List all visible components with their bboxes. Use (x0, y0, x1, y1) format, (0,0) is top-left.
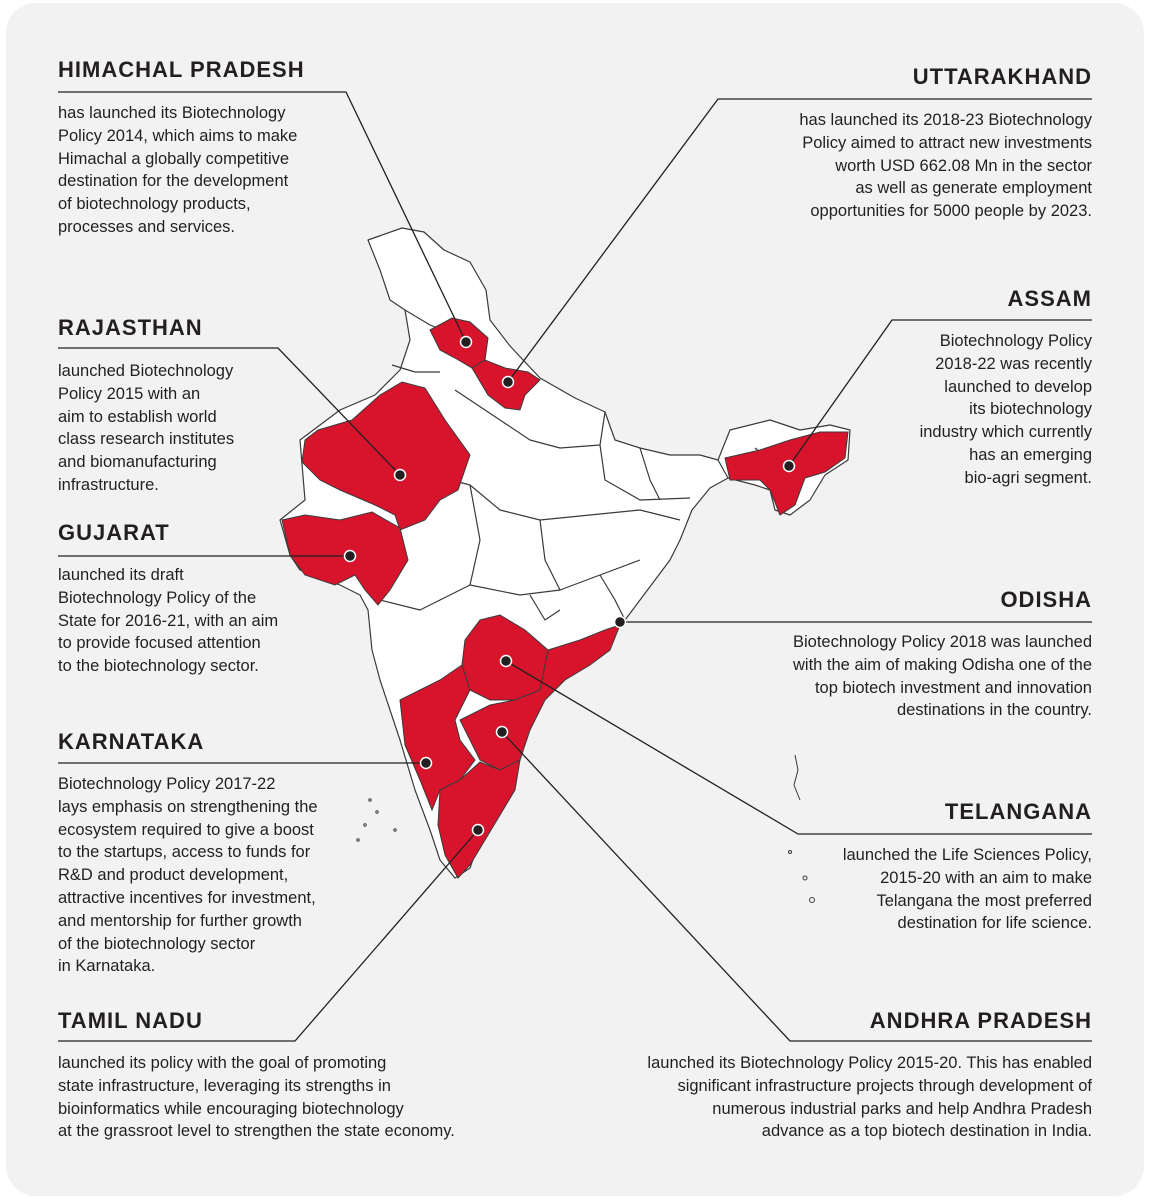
text-line: Biotechnology Policy 2018 was launched (792, 633, 1092, 651)
text-line: launched its draft (58, 566, 184, 584)
rajasthan-title: RAJASTHAN (58, 315, 203, 340)
text-line: Policy 2015 with an (58, 384, 201, 403)
text-line: launched the Life Sciences Policy, (842, 846, 1092, 864)
marker-himachal-pradesh (461, 337, 472, 348)
text-line: ecosystem required to give a boost (58, 820, 314, 839)
assam-description (872, 330, 1092, 490)
text-line: class research institutes (58, 430, 235, 449)
text-line: and mentorship for further growth (58, 911, 302, 930)
marker-andhra-pradesh (497, 727, 508, 738)
text-line: R&D and product development, (58, 866, 289, 885)
text-line: attractive incentives for investment, (58, 888, 316, 907)
text-line: numerous industrial parks and help Andhra Pradesh (712, 1099, 1092, 1118)
text-line: significant infrastructure projects through development of (677, 1076, 1092, 1095)
text-line: to provide focused attention (58, 634, 261, 653)
uttarakhand-description (732, 109, 1092, 223)
text-line: Himachal a globally competitive (58, 149, 290, 168)
uttarakhand-title: UTTARAKHAND (912, 64, 1092, 89)
text-line: has launched its Biotechnology (58, 104, 286, 122)
text-line: Biotechnology Policy 2017-22 (58, 775, 276, 793)
text-line: destination for the development (58, 172, 289, 191)
text-line: Biotechnology Policy of the (58, 588, 257, 607)
text-line: aim to establish world (58, 407, 217, 426)
text-line: Policy 2014, which aims to make (58, 126, 298, 145)
gujarat-title: GUJARAT (58, 520, 170, 545)
text-line: state infrastructure, leveraging its strengths in (58, 1076, 391, 1095)
text-line: to the biotechnology sector. (58, 657, 259, 676)
text-line: with the aim of making Odisha one of the (793, 655, 1092, 674)
himachal-pradesh-title: HIMACHAL PRADESH (58, 57, 305, 82)
odisha-description (712, 631, 1092, 722)
text-line: industry which currently (919, 423, 1092, 442)
text-line: Biotechnology Policy (939, 332, 1092, 350)
text-line: of the biotechnology sector (58, 934, 256, 953)
marker-gujarat (345, 551, 356, 562)
odisha-title: ODISHA (1000, 587, 1092, 612)
text-line: infrastructure. (58, 475, 159, 494)
telangana-description (792, 844, 1092, 935)
marker-rajasthan (395, 470, 406, 481)
telangana-title: TELANGANA (944, 799, 1092, 824)
text-line: launched to develop (944, 377, 1092, 396)
text-line: destination for life science. (897, 914, 1092, 933)
text-line: State for 2016-21, with an aim (58, 611, 279, 630)
text-line: 2015-20 with an aim to make (880, 868, 1092, 887)
andhra-pradesh-description (572, 1052, 1092, 1143)
text-line: launched its Biotechnology Policy 2015-20. This has enabled (647, 1054, 1092, 1072)
text-line: to the startups, access to funds for (58, 843, 311, 862)
text-line: worth USD 662.08 Mn in the sector (835, 156, 1092, 175)
text-line: lays emphasis on strengthening the (58, 797, 318, 816)
text-line: processes and services. (58, 217, 235, 236)
text-line: in Karnataka. (58, 957, 156, 976)
text-line: Telangana the most preferred (876, 891, 1092, 910)
text-line: opportunities for 5000 people by 2023. (810, 202, 1092, 221)
marker-uttarakhand (503, 377, 514, 388)
marker-telangana (501, 656, 512, 667)
marker-assam (784, 461, 795, 472)
text-line: advance as a top biotech destination in India. (761, 1122, 1092, 1141)
himachal-pradesh-description (58, 102, 358, 239)
text-line: has launched its 2018-23 Biotechnology (799, 111, 1092, 129)
karnataka-title: KARNATAKA (58, 729, 205, 754)
andhra-pradesh-title: ANDHRA PRADESH (869, 1008, 1092, 1033)
text-line: bio-agri segment. (964, 468, 1092, 487)
tamil-nadu-title: TAMIL NADU (58, 1008, 203, 1033)
text-line: of biotechnology products, (58, 195, 251, 214)
text-line: top biotech investment and innovation (814, 678, 1092, 697)
text-line: Policy aimed to attract new investments (802, 133, 1092, 152)
assam-title: ASSAM (1007, 286, 1092, 311)
karnataka-description (58, 773, 368, 978)
text-line: as well as generate employment (855, 179, 1092, 198)
text-line: 2018-22 was recently (935, 354, 1092, 373)
text-line: its biotechnology (969, 400, 1092, 419)
rajasthan-description (58, 360, 288, 497)
text-line: bioinformatics while encouraging biotechnology (58, 1099, 404, 1118)
text-line: and biomanufacturing (58, 453, 217, 472)
text-line: destinations in the country. (896, 701, 1092, 720)
text-line: launched its policy with the goal of promoting (58, 1054, 387, 1072)
marker-odisha (615, 617, 626, 628)
text-line: has an emerging (969, 445, 1092, 464)
tamil-nadu-description (58, 1052, 528, 1143)
marker-karnataka (421, 758, 432, 769)
text-line: at the grassroot level to strengthen the state economy. (58, 1122, 455, 1141)
marker-tamil-nadu (473, 825, 484, 836)
gujarat-description (58, 564, 348, 678)
text-line: launched Biotechnology (58, 362, 234, 380)
